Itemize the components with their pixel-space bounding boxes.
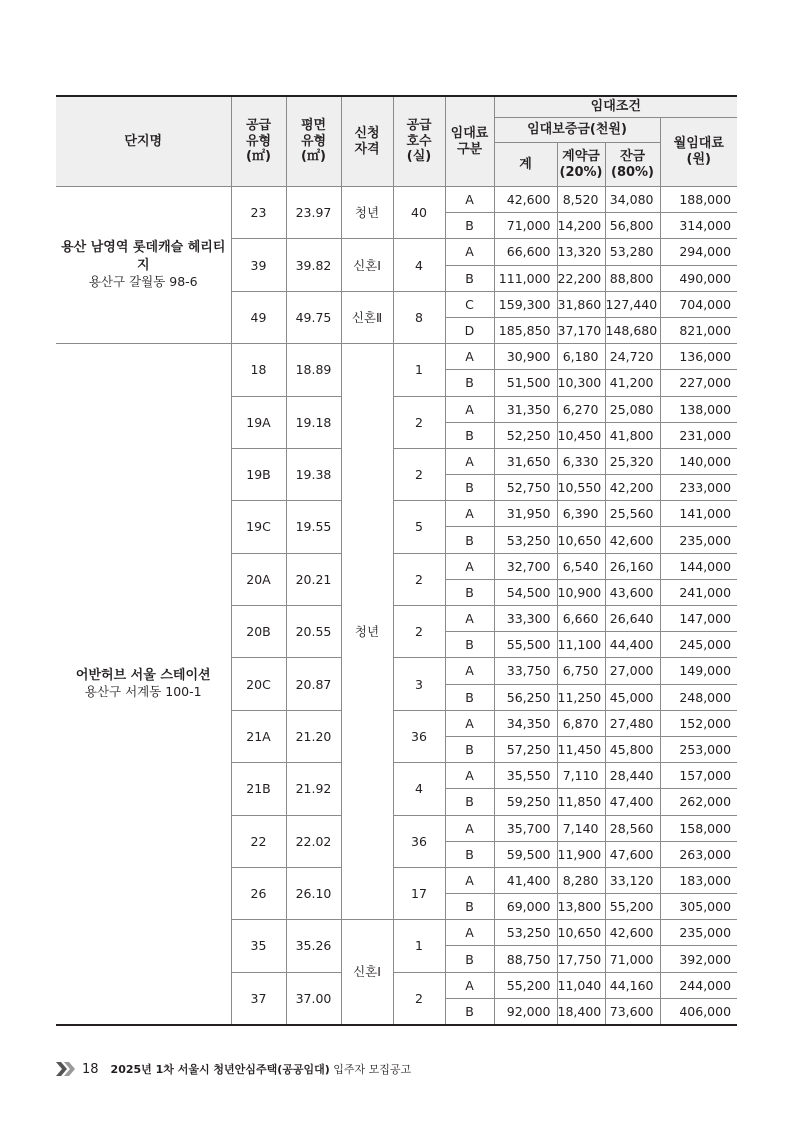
pyeong-type-cell: 19.18 [286, 396, 341, 448]
rent-class-cell: A [445, 448, 494, 474]
monthly-rent-cell: 253,000 [660, 736, 737, 762]
monthly-rent-cell: 821,000 [660, 317, 737, 343]
rental-conditions-table-wrapper [56, 95, 737, 1026]
balance-cell: 28,440 [605, 763, 660, 789]
deposit-total-cell: 51,500 [494, 370, 557, 396]
deposit-total-cell: 88,750 [494, 946, 557, 972]
contract-cell: 6,870 [557, 710, 605, 736]
units-cell: 3 [393, 658, 445, 710]
deposit-total-cell: 32,700 [494, 553, 557, 579]
balance-cell: 88,800 [605, 265, 660, 291]
supply-type-cell: 23 [231, 187, 286, 239]
balance-cell: 73,600 [605, 998, 660, 1024]
deposit-total-cell: 42,600 [494, 187, 557, 213]
balance-cell: 41,200 [605, 370, 660, 396]
monthly-rent-cell: 141,000 [660, 501, 737, 527]
deposit-total-cell: 57,250 [494, 736, 557, 762]
contract-cell: 10,900 [557, 579, 605, 605]
units-cell: 1 [393, 344, 445, 396]
complex-name-cell [56, 344, 231, 1025]
supply-type-cell: 19B [231, 448, 286, 500]
balance-cell: 24,720 [605, 344, 660, 370]
monthly-rent-cell: 231,000 [660, 422, 737, 448]
balance-cell: 34,080 [605, 187, 660, 213]
balance-cell: 42,600 [605, 527, 660, 553]
monthly-rent-cell: 294,000 [660, 239, 737, 265]
monthly-rent-cell: 152,000 [660, 710, 737, 736]
contract-cell: 6,540 [557, 553, 605, 579]
monthly-rent-cell: 149,000 [660, 658, 737, 684]
deposit-total-cell: 30,900 [494, 344, 557, 370]
rent-class-cell: A [445, 606, 494, 632]
rent-class-cell: B [445, 475, 494, 501]
balance-cell: 26,160 [605, 553, 660, 579]
rent-class-cell: A [445, 972, 494, 998]
supply-type-cell: 26 [231, 867, 286, 919]
supply-type-cell: 20B [231, 606, 286, 658]
rent-class-cell: A [445, 763, 494, 789]
deposit-total-cell: 53,250 [494, 527, 557, 553]
monthly-rent-cell: 157,000 [660, 763, 737, 789]
supply-type-cell: 19C [231, 501, 286, 553]
rent-class-cell: B [445, 265, 494, 291]
supply-type-cell: 49 [231, 291, 286, 343]
contract-cell: 18,400 [557, 998, 605, 1024]
deposit-total-cell: 34,350 [494, 710, 557, 736]
monthly-rent-cell: 136,000 [660, 344, 737, 370]
contract-cell: 14,200 [557, 213, 605, 239]
qualification-cell: 신혼Ⅱ [341, 291, 393, 343]
page-number: 18 [82, 1061, 99, 1077]
complex-name-cell [56, 187, 231, 344]
header-conditions: 임대조건 [494, 96, 737, 118]
deposit-total-cell: 66,600 [494, 239, 557, 265]
balance-cell: 127,440 [605, 291, 660, 317]
rental-conditions-table [56, 95, 737, 1026]
monthly-rent-cell: 248,000 [660, 684, 737, 710]
pyeong-type-cell: 26.10 [286, 867, 341, 919]
qualification-cell: 청년 [341, 344, 393, 920]
deposit-total-cell: 52,250 [494, 422, 557, 448]
monthly-rent-cell: 140,000 [660, 448, 737, 474]
contract-cell: 8,520 [557, 187, 605, 213]
contract-cell: 31,860 [557, 291, 605, 317]
contract-cell: 37,170 [557, 317, 605, 343]
rent-class-cell: A [445, 239, 494, 265]
page-footer [56, 1059, 411, 1079]
monthly-rent-cell: 144,000 [660, 553, 737, 579]
rent-class-cell: B [445, 789, 494, 815]
balance-cell: 53,280 [605, 239, 660, 265]
units-cell: 2 [393, 396, 445, 448]
balance-cell: 44,400 [605, 632, 660, 658]
contract-cell: 10,650 [557, 920, 605, 946]
monthly-rent-cell: 158,000 [660, 815, 737, 841]
monthly-rent-cell: 235,000 [660, 920, 737, 946]
contract-cell: 13,800 [557, 894, 605, 920]
units-cell: 4 [393, 239, 445, 291]
rent-class-cell: A [445, 553, 494, 579]
rent-class-cell: B [445, 579, 494, 605]
rent-class-cell: A [445, 920, 494, 946]
monthly-rent-cell: 233,000 [660, 475, 737, 501]
rent-class-cell: B [445, 213, 494, 239]
rent-class-cell: A [445, 658, 494, 684]
rent-class-cell: B [445, 998, 494, 1024]
header-deposit: 임대보증금(천원) [494, 118, 660, 143]
contract-cell: 7,110 [557, 763, 605, 789]
balance-cell: 25,560 [605, 501, 660, 527]
qualification-cell: 신혼Ⅰ [341, 920, 393, 1025]
deposit-total-cell: 33,300 [494, 606, 557, 632]
deposit-total-cell: 69,000 [494, 894, 557, 920]
rent-class-cell: A [445, 815, 494, 841]
units-cell: 1 [393, 920, 445, 972]
pyeong-type-cell: 20.55 [286, 606, 341, 658]
contract-cell: 11,850 [557, 789, 605, 815]
pyeong-type-cell: 49.75 [286, 291, 341, 343]
pyeong-type-cell: 19.38 [286, 448, 341, 500]
supply-type-cell: 21A [231, 710, 286, 762]
monthly-rent-cell: 406,000 [660, 998, 737, 1024]
balance-cell: 47,400 [605, 789, 660, 815]
monthly-rent-cell: 147,000 [660, 606, 737, 632]
deposit-total-cell: 185,850 [494, 317, 557, 343]
monthly-rent-cell: 244,000 [660, 972, 737, 998]
monthly-rent-cell: 392,000 [660, 946, 737, 972]
rent-class-cell: A [445, 187, 494, 213]
deposit-total-cell: 31,650 [494, 448, 557, 474]
rent-class-cell: B [445, 370, 494, 396]
supply-type-cell: 19A [231, 396, 286, 448]
table-body [56, 187, 737, 1025]
contract-cell: 6,180 [557, 344, 605, 370]
contract-cell: 13,320 [557, 239, 605, 265]
units-cell: 40 [393, 187, 445, 239]
qualification-cell: 청년 [341, 187, 393, 239]
rent-class-cell: A [445, 501, 494, 527]
complex-name: 어반허브 서울 스테이션 [75, 667, 211, 683]
contract-cell: 6,660 [557, 606, 605, 632]
deposit-total-cell: 31,350 [494, 396, 557, 422]
monthly-rent-cell: 183,000 [660, 867, 737, 893]
monthly-rent-cell: 490,000 [660, 265, 737, 291]
pyeong-type-cell: 35.26 [286, 920, 341, 972]
deposit-total-cell: 31,950 [494, 501, 557, 527]
rent-class-cell: A [445, 867, 494, 893]
pyeong-type-cell: 39.82 [286, 239, 341, 291]
deposit-total-cell: 111,000 [494, 265, 557, 291]
monthly-rent-cell: 188,000 [660, 187, 737, 213]
balance-cell: 25,080 [605, 396, 660, 422]
pyeong-type-cell: 20.87 [286, 658, 341, 710]
rent-class-cell: B [445, 684, 494, 710]
contract-cell: 8,280 [557, 867, 605, 893]
pyeong-type-cell: 22.02 [286, 815, 341, 867]
qualification-cell: 신혼Ⅰ [341, 239, 393, 291]
rent-class-cell: A [445, 344, 494, 370]
pyeong-type-cell: 23.97 [286, 187, 341, 239]
contract-cell: 10,550 [557, 475, 605, 501]
deposit-total-cell: 33,750 [494, 658, 557, 684]
footer-subtitle: 입주자 모집공고 [329, 1063, 412, 1076]
supply-type-cell: 20A [231, 553, 286, 605]
units-cell: 17 [393, 867, 445, 919]
contract-cell: 17,750 [557, 946, 605, 972]
monthly-rent-cell: 305,000 [660, 894, 737, 920]
balance-cell: 25,320 [605, 448, 660, 474]
supply-type-cell: 35 [231, 920, 286, 972]
deposit-total-cell: 35,550 [494, 763, 557, 789]
deposit-total-cell: 71,000 [494, 213, 557, 239]
header-qualification: 신청 자격 [341, 96, 393, 187]
table-row [56, 187, 737, 213]
rent-class-cell: B [445, 422, 494, 448]
units-cell: 4 [393, 763, 445, 815]
supply-type-cell: 18 [231, 344, 286, 396]
contract-cell: 11,250 [557, 684, 605, 710]
contract-cell: 11,450 [557, 736, 605, 762]
monthly-rent-cell: 314,000 [660, 213, 737, 239]
units-cell: 36 [393, 815, 445, 867]
rent-class-cell: B [445, 632, 494, 658]
pyeong-type-cell: 21.20 [286, 710, 341, 762]
balance-cell: 56,800 [605, 213, 660, 239]
balance-cell: 47,600 [605, 841, 660, 867]
deposit-total-cell: 53,250 [494, 920, 557, 946]
deposit-total-cell: 52,750 [494, 475, 557, 501]
contract-cell: 6,270 [557, 396, 605, 422]
pyeong-type-cell: 19.55 [286, 501, 341, 553]
monthly-rent-cell: 227,000 [660, 370, 737, 396]
deposit-total-cell: 59,250 [494, 789, 557, 815]
pyeong-type-cell: 18.89 [286, 344, 341, 396]
rent-class-cell: B [445, 841, 494, 867]
complex-name: 용산 남영역 롯데캐슬 헤리티지 [61, 240, 226, 273]
balance-cell: 42,200 [605, 475, 660, 501]
double-chevron-icon [56, 1062, 76, 1076]
supply-type-cell: 39 [231, 239, 286, 291]
balance-cell: 43,600 [605, 579, 660, 605]
deposit-total-cell: 56,250 [494, 684, 557, 710]
header-total: 계 [494, 143, 557, 187]
balance-cell: 42,600 [605, 920, 660, 946]
balance-cell: 41,800 [605, 422, 660, 448]
rent-class-cell: A [445, 710, 494, 736]
balance-cell: 44,160 [605, 972, 660, 998]
header-contract: 계약금 (20%) [557, 143, 605, 187]
rent-class-cell: A [445, 396, 494, 422]
contract-cell: 11,040 [557, 972, 605, 998]
header-complex: 단지명 [56, 96, 231, 187]
contract-cell: 6,390 [557, 501, 605, 527]
contract-cell: 11,900 [557, 841, 605, 867]
rent-class-cell: D [445, 317, 494, 343]
units-cell: 2 [393, 553, 445, 605]
balance-cell: 33,120 [605, 867, 660, 893]
deposit-total-cell: 54,500 [494, 579, 557, 605]
monthly-rent-cell: 262,000 [660, 789, 737, 815]
contract-cell: 6,330 [557, 448, 605, 474]
units-cell: 5 [393, 501, 445, 553]
rent-class-cell: C [445, 291, 494, 317]
footer-title: 2025년 1차 서울시 청년안심주택(공공임대) [110, 1063, 330, 1076]
balance-cell: 27,000 [605, 658, 660, 684]
header-balance: 잔금 (80%) [605, 143, 660, 187]
rent-class-cell: B [445, 946, 494, 972]
balance-cell: 27,480 [605, 710, 660, 736]
contract-cell: 10,450 [557, 422, 605, 448]
balance-cell: 26,640 [605, 606, 660, 632]
pyeong-type-cell: 21.92 [286, 763, 341, 815]
balance-cell: 45,000 [605, 684, 660, 710]
deposit-total-cell: 41,400 [494, 867, 557, 893]
header-rent-class: 임대료 구분 [445, 96, 494, 187]
contract-cell: 10,650 [557, 527, 605, 553]
header-pyeong-type: 평면 유형 (㎡) [286, 96, 341, 187]
units-cell: 2 [393, 606, 445, 658]
deposit-total-cell: 55,500 [494, 632, 557, 658]
table-row [56, 344, 737, 370]
supply-type-cell: 21B [231, 763, 286, 815]
contract-cell: 11,100 [557, 632, 605, 658]
complex-address: 용산구 갈월동 98-6 [88, 274, 198, 290]
supply-type-cell: 22 [231, 815, 286, 867]
monthly-rent-cell: 138,000 [660, 396, 737, 422]
balance-cell: 71,000 [605, 946, 660, 972]
contract-cell: 22,200 [557, 265, 605, 291]
rent-class-cell: B [445, 736, 494, 762]
deposit-total-cell: 35,700 [494, 815, 557, 841]
complex-address: 용산구 서계동 100-1 [84, 684, 202, 700]
supply-type-cell: 20C [231, 658, 286, 710]
header-units: 공급 호수 (실) [393, 96, 445, 187]
monthly-rent-cell: 241,000 [660, 579, 737, 605]
monthly-rent-cell: 235,000 [660, 527, 737, 553]
header-supply-type: 공급 유형 (㎡) [231, 96, 286, 187]
units-cell: 2 [393, 448, 445, 500]
deposit-total-cell: 55,200 [494, 972, 557, 998]
balance-cell: 45,800 [605, 736, 660, 762]
supply-type-cell: 37 [231, 972, 286, 1024]
balance-cell: 148,680 [605, 317, 660, 343]
contract-cell: 7,140 [557, 815, 605, 841]
pyeong-type-cell: 37.00 [286, 972, 341, 1024]
monthly-rent-cell: 245,000 [660, 632, 737, 658]
units-cell: 8 [393, 291, 445, 343]
header-monthly-rent: 월임대료 (원) [660, 118, 737, 187]
monthly-rent-cell: 263,000 [660, 841, 737, 867]
units-cell: 2 [393, 972, 445, 1024]
deposit-total-cell: 159,300 [494, 291, 557, 317]
rent-class-cell: B [445, 894, 494, 920]
units-cell: 36 [393, 710, 445, 762]
deposit-total-cell: 92,000 [494, 998, 557, 1024]
balance-cell: 28,560 [605, 815, 660, 841]
contract-cell: 6,750 [557, 658, 605, 684]
contract-cell: 10,300 [557, 370, 605, 396]
rent-class-cell: B [445, 527, 494, 553]
deposit-total-cell: 59,500 [494, 841, 557, 867]
balance-cell: 55,200 [605, 894, 660, 920]
monthly-rent-cell: 704,000 [660, 291, 737, 317]
pyeong-type-cell: 20.21 [286, 553, 341, 605]
